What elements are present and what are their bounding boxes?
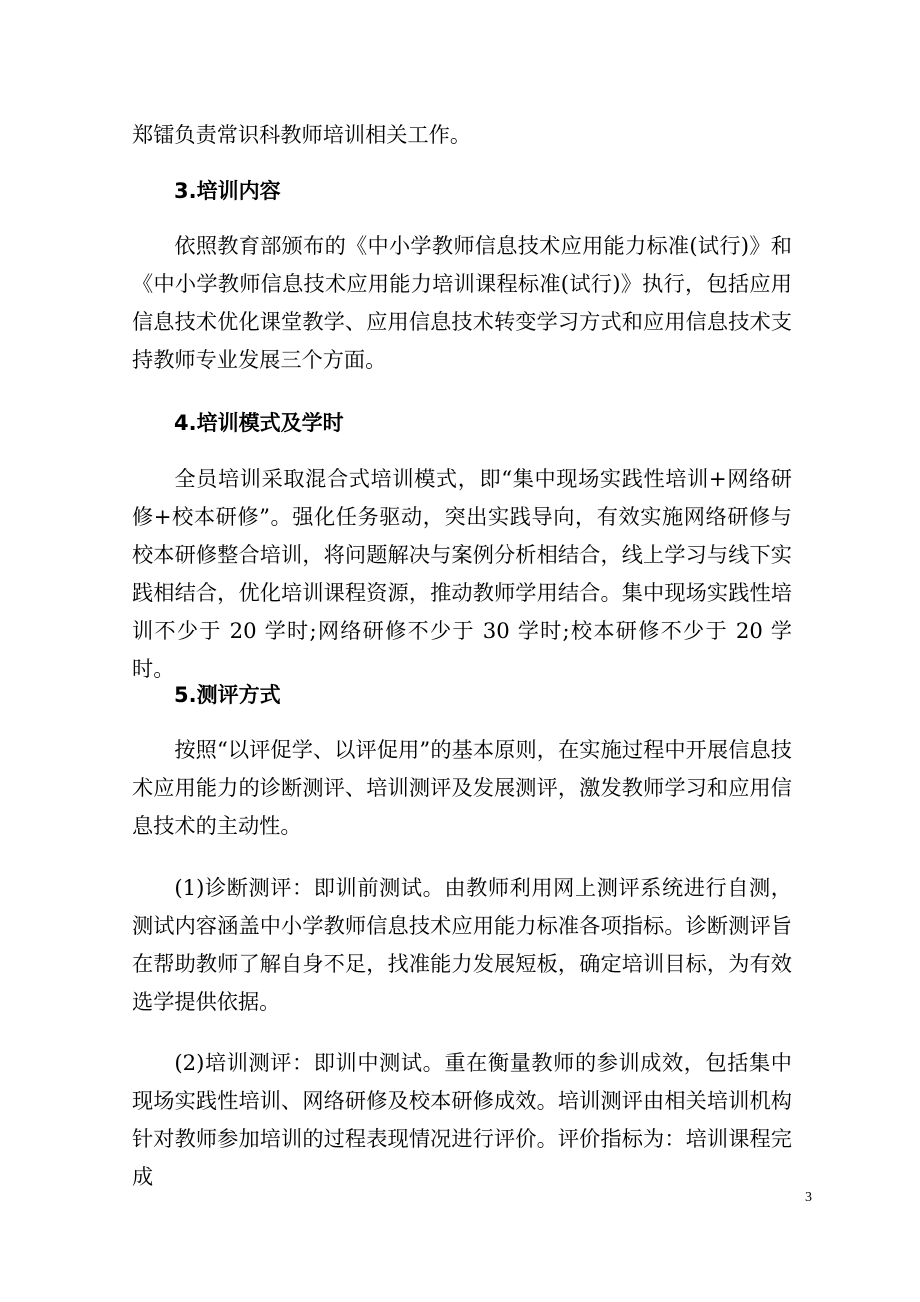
paragraph: 全员培训采取混合式培训模式，即“集中现场实践性培训+网络研修+校本研修”。强化任务驱动，突出实践导向，有效实施网络研修与校本研修整合培训，将问题解决与案例分析相结合，线上学习与线下实践相结合，优化培训课程资源，推动教师学用结合。集中现场实践性培训不少于 20 学时;网络研修不少于 30 学时;校本研修不少于 20 学时。 [132,466,792,681]
paragraph-training-evaluation [132,1044,792,1196]
heading-training-mode [132,404,792,442]
paragraph: 按照“以评促学、以评促用”的基本原则，在实施过程中开展信息技术应用能力的诊断测评、培训测评及发展测评，激发教师学习和应用信息技术的主动性。 [132,737,792,838]
heading-evaluation [132,676,792,714]
paragraph-intro [132,116,792,154]
paragraph-training-mode [132,460,792,688]
paragraph: 郑镭负责常识科教师培训相关工作。 [132,122,472,147]
section-heading: 4.培训模式及学时 [174,411,344,435]
paragraph: (1)诊断测评：即训前测试。由教师利用网上测评系统进行自测，测试内容涵盖中小学教师信息技术应用能力标准各项指标。诊断测评旨在帮助教师了解自身不足，找准能力发展短板，确定培训目标，为有效选学提供依据。 [132,875,792,1014]
page-number: 3 [805,1190,812,1205]
heading-training-content [132,172,792,210]
section-heading: 3.培训内容 [174,179,281,203]
paragraph-training-content [132,227,792,379]
paragraph: 依照教育部颁布的《中小学教师信息技术应用能力标准(试行)》和《中小学教师信息技术应用能力培训课程标准(试行)》执行，包括应用信息技术优化课堂教学、应用信息技术转变学习方式和应用信息技术支持教师专业发展三个方面。 [132,233,792,372]
paragraph-diagnostic-evaluation [132,869,792,1021]
paragraph: (2)培训测评：即训中测试。重在衡量教师的参训成效，包括集中现场实践性培训、网络研修及校本研修成效。培训测评由相关培训机构针对教师参加培训的过程表现情况进行评价。评价指标为：培训课程完成 [132,1050,792,1189]
paragraph-evaluation [132,731,792,845]
section-heading: 5.测评方式 [174,683,281,707]
